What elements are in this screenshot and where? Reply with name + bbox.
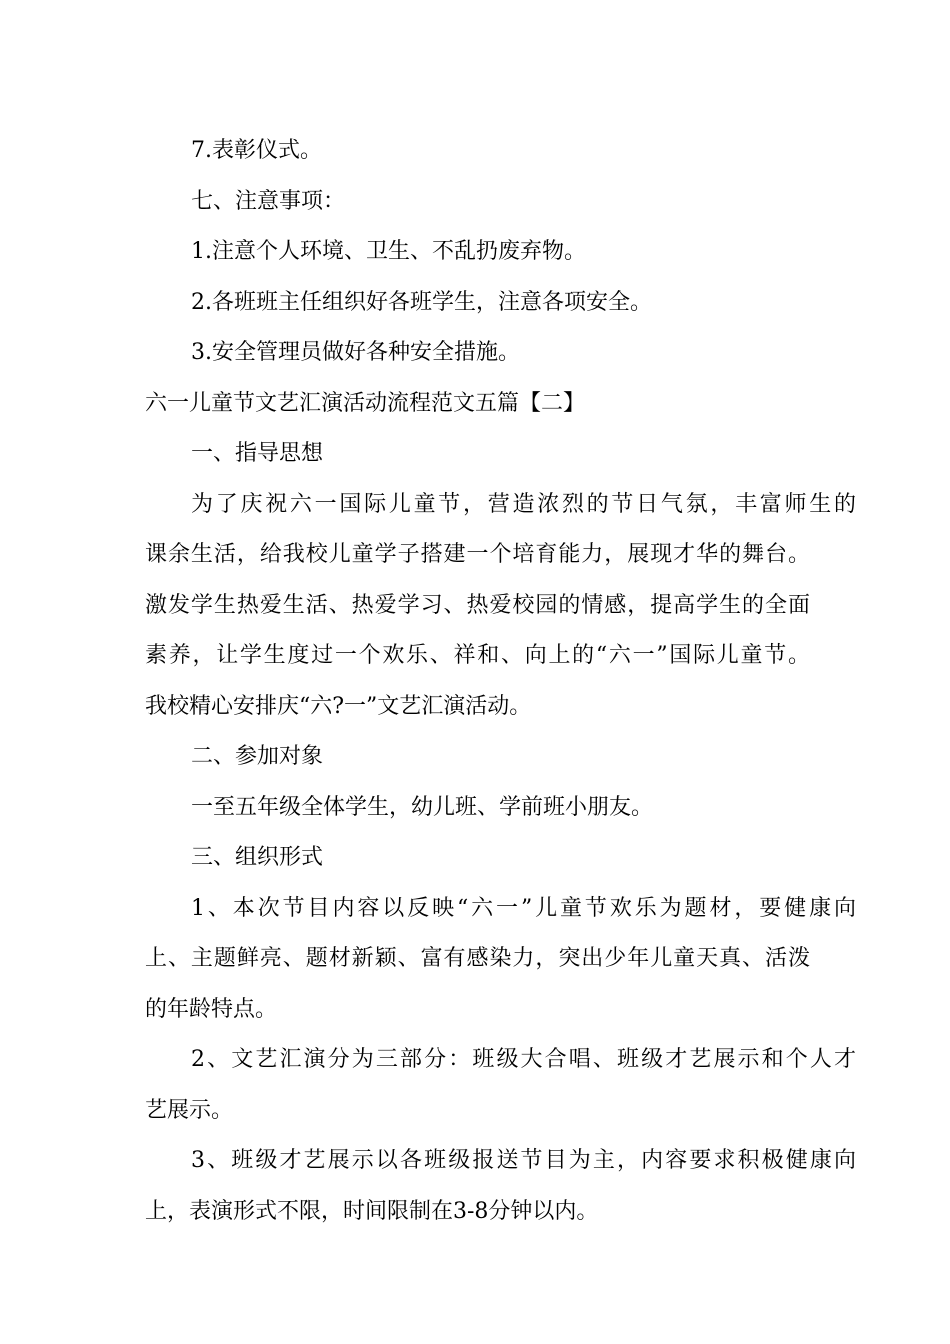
document-body bbox=[145, 126, 856, 1237]
section-heading-notes: 七、注意事项： bbox=[191, 188, 346, 214]
list-item-safety-manager: 3.安全管理员做好各种安全措施。 bbox=[191, 340, 520, 365]
list-item-award-ceremony: 7.表彰仪式。 bbox=[191, 138, 322, 163]
paragraph-line: 激发学生热爱生活、热爱学习、热爱校园的情感，提高学生的全面 bbox=[145, 592, 810, 618]
paragraph-line: 上、主题鲜亮、题材新颖、富有感染力，突出少年儿童天真、活泼 bbox=[145, 946, 810, 971]
paragraph-line: 艺展示。 bbox=[145, 1097, 234, 1123]
section-heading-organization: 三、组织形式 bbox=[191, 845, 324, 870]
paragraph-line: 的年龄特点。 bbox=[145, 996, 278, 1022]
paragraph-line: 2、文艺汇演分为三部分：班级大合唱、班级才艺展示和个人才 bbox=[191, 1047, 856, 1072]
paragraph-line: 上，表演形式不限，时间限制在3-8分钟以内。 bbox=[145, 1198, 599, 1224]
article-title: 六一儿童节文艺汇演活动流程范文五篇【二】 bbox=[145, 390, 586, 416]
paragraph-line: 为了庆祝六一国际儿童节，营造浓烈的节日气氛，丰富师生的 bbox=[191, 491, 856, 517]
paragraph-line: 课余生活，给我校儿童学子搭建一个培育能力，展现才华的舞台。 bbox=[145, 542, 810, 567]
paragraph-line: 一至五年级全体学生，幼儿班、学前班小朋友。 bbox=[191, 794, 654, 820]
list-item-hygiene: 1.注意个人环境、卫生、不乱扔废弃物。 bbox=[191, 239, 586, 264]
list-item-class-teachers: 2.各班班主任组织好各班学生，注意各项安全。 bbox=[191, 289, 652, 315]
paragraph-line: 素养，让学生度过一个欢乐、祥和、向上的“六一”国际儿童节。 bbox=[145, 643, 810, 668]
paragraph-line: 3、班级才艺展示以各班级报送节目为主，内容要求积极健康向 bbox=[191, 1148, 856, 1173]
paragraph-line: 我校精心安排庆“六?一”文艺汇演活动。 bbox=[145, 693, 532, 719]
section-heading-participants: 二、参加对象 bbox=[191, 744, 324, 769]
section-heading-guiding-thought: 一、指导思想 bbox=[191, 441, 324, 466]
paragraph-line: 1、本次节目内容以反映“六一”儿童节欢乐为题材，要健康向 bbox=[191, 895, 856, 921]
